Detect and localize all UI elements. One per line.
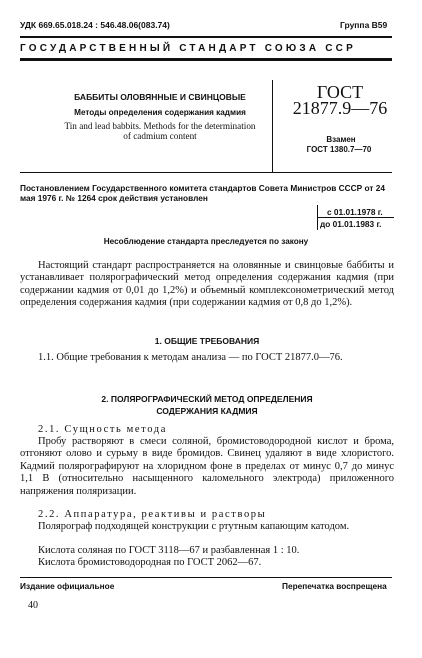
validity-bracket (317, 205, 318, 230)
gost-number: 21877.9—76 (292, 98, 388, 118)
reprint-notice: Перепечатка воспрещена (282, 581, 387, 591)
decree-text: Постановлением Государственного комитета стандартов Совета Министров СССР от 24 мая 1976 г. № 1264 срок действия установлен (20, 183, 385, 203)
gost-label: ГОСТ (316, 82, 364, 102)
paragraph-2-2-hbr: Кислота бромистоводородная по ГОСТ 2062—67. (38, 557, 262, 568)
udk-code: УДК 669.65.018.24 : 546.48.06(083.74) (20, 20, 170, 30)
page-number: 40 (28, 600, 38, 611)
title-block-bottom-rule (20, 172, 392, 173)
section-1-heading: 1. ОБЩИЕ ТРЕБОВАНИЯ (154, 336, 260, 346)
paragraph-1-1: 1.1. Общие требования к методам анализа — по ГОСТ 21877.0—76. (38, 352, 343, 363)
top-rule (20, 36, 392, 38)
section-2-heading-line2: СОДЕРЖАНИЯ КАДМИЯ (156, 406, 258, 416)
paragraph-2-2-hcl: Кислота соляная по ГОСТ 3118—67 и разбавленная 1 : 10. (38, 545, 300, 556)
standard-bar-rule (20, 58, 392, 61)
section-2-heading (20, 393, 394, 417)
intro-paragraph: Настоящий стандарт распространяется на оловянные и свинцовые баббиты и устанавливает полярографический метод определения содержания кадмия (при содержании кадмия от 0,01 до 1,2%) и объемный комплексонометрический метод определения содержания кадмия (при содержании кадмия от 0,8 до 1,2%). (20, 260, 394, 309)
paragraph-2-2-polarograph: Полярограф подходящей конструкции с ртутным капающим катодом. (38, 521, 350, 532)
subheading-2-2: 2.2. Аппаратура, реактивы и растворы (38, 509, 267, 520)
edition-label: Издание официальное (20, 581, 115, 591)
violation-notice: Несоблюдение стандарта преследуется по закону (103, 237, 309, 246)
replace-value: ГОСТ 1380.7—70 (306, 145, 372, 154)
valid-to: до 01.01.1983 г. (320, 219, 382, 229)
title-ru: БАББИТЫ ОЛОВЯННЫЕ И СВИНЦОВЫЕ (74, 92, 246, 102)
title-en: Tin and lead babbits. Methods for the determination of cadmium content (64, 121, 256, 141)
standard-bar: ГОСУДАРСТВЕННЫЙ СТАНДАРТ СОЮЗА ССР (20, 43, 356, 54)
group-code: Группа В59 (340, 20, 388, 30)
title-block-divider (272, 80, 273, 172)
subheading-2-1: 2.1. Сущность метода (38, 424, 167, 435)
valid-from-rule (318, 217, 394, 218)
paragraph-2-1: Пробу растворяют в смеси соляной, бромистоводородной кислот и брома, отгоняют олово и сурьму в виде бромидов. Свинец удаляют в виде хлористого. Кадмий полярографируют на хлоридном фоне в пределах от минус 0,7 до минус 1,1 В (относительно насыщенного каломельного электрода) приложенного напряжения поляризации. (20, 436, 394, 497)
valid-from: с 01.01.1978 г. (327, 207, 383, 217)
footer-rule (20, 577, 392, 578)
subtitle-ru: Методы определения содержания кадмия (74, 108, 246, 117)
section-2-heading-line1: 2. ПОЛЯРОГРАФИЧЕСКИЙ МЕТОД ОПРЕДЕЛЕНИЯ (101, 394, 313, 404)
replace-label: Взамен (326, 135, 356, 144)
